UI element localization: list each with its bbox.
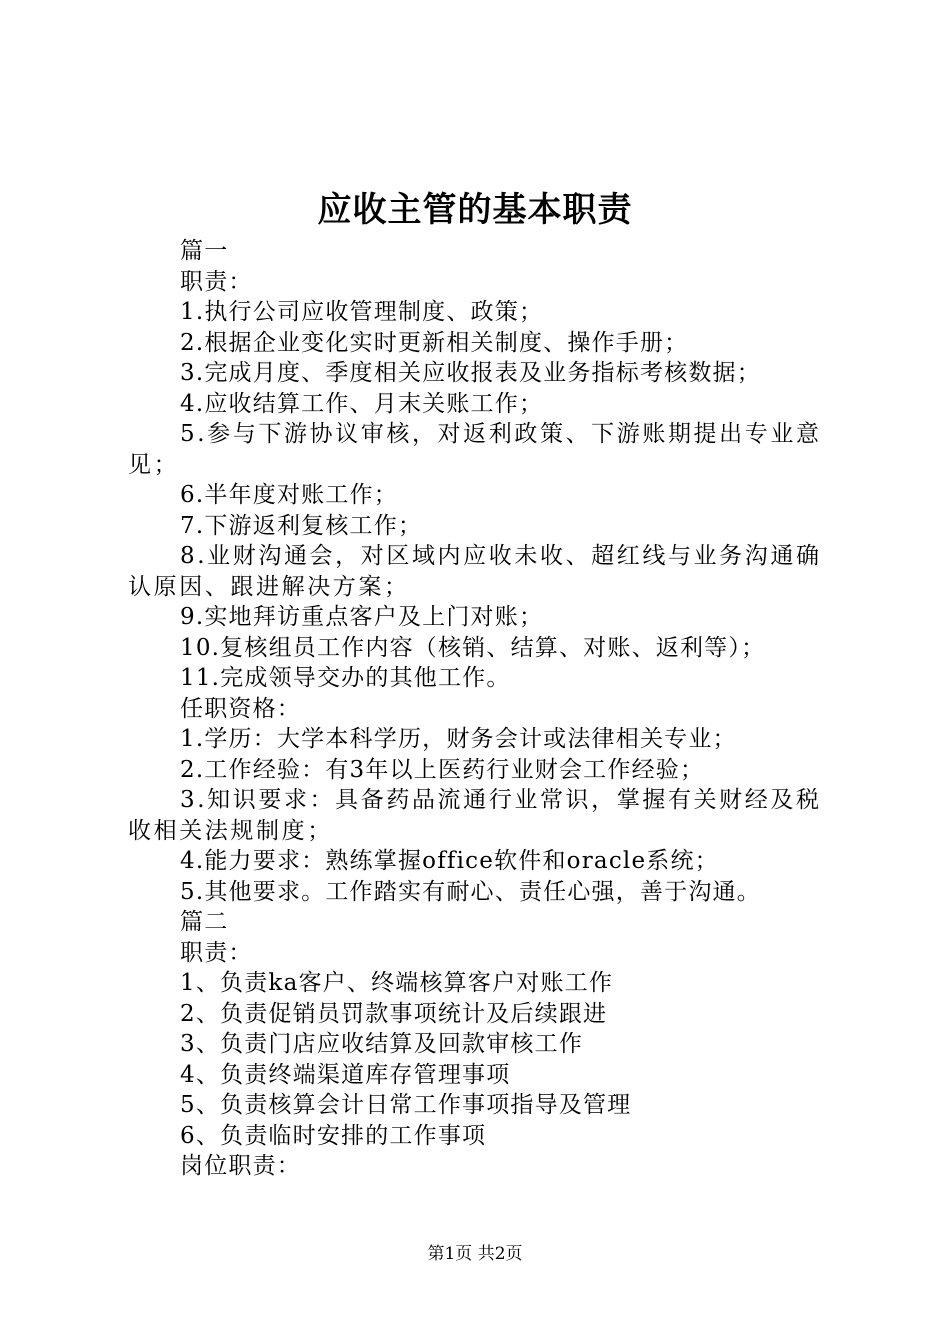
- list-item: 4.应收结算工作、月末关账工作；: [180, 390, 544, 417]
- list-item: 9.实地拜访重点客户及上门对账；: [180, 604, 544, 630]
- list-item: 10.复核组员工作内容（核销、结算、对账、返利等）；: [180, 634, 766, 661]
- list-item: 5.其他要求。工作踏实有耐心、责任心强，善于沟通。: [180, 878, 761, 905]
- document-body: [128, 236, 832, 1182]
- list-item: 6.半年度对账工作；: [180, 482, 398, 508]
- list-item: 5、负责核算会计日常工作事项指导及管理: [180, 1092, 632, 1118]
- list-item: 5.参与下游协议审核，对返利政策、下游账期提出专业意见；: [128, 421, 822, 478]
- list-item: 3.知识要求：具备药品流通行业常识，掌握有关财经及税收相关法规制度；: [128, 787, 822, 844]
- list-item: 1.执行公司应收管理制度、政策；: [180, 299, 544, 325]
- subheading: 职责：: [180, 939, 253, 966]
- list-item: 3、负责门店应收结算及回款审核工作: [180, 1031, 584, 1057]
- subheading: 岗位职责：: [180, 1153, 301, 1179]
- subheading: 职责：: [180, 268, 253, 295]
- list-item: 3.完成月度、季度相关应收报表及业务指标考核数据；: [180, 360, 761, 386]
- list-item: 1、负责ka客户、终端核算客户对账工作: [180, 970, 614, 996]
- list-item: 2、负责促销员罚款事项统计及后续跟进: [180, 1000, 608, 1027]
- list-item: 2.工作经验：有3年以上医药行业财会工作经验；: [180, 756, 705, 783]
- page-footer: 第1页 共2页: [427, 1244, 523, 1264]
- section-heading: 篇二: [180, 909, 229, 935]
- section-heading: 篇一: [180, 238, 229, 264]
- list-item: 2.根据企业变化实时更新相关制度、操作手册；: [180, 329, 689, 356]
- list-item: 8.业财沟通会，对区域内应收未收、超红线与业务沟通确认原因、跟进解决方案；: [128, 543, 822, 600]
- subheading: 任职资格：: [180, 695, 301, 722]
- list-item: 6、负责临时安排的工作事项: [180, 1122, 487, 1149]
- list-item: 4、负责终端渠道库存管理事项: [180, 1061, 511, 1088]
- list-item: 7.下游返利复核工作；: [180, 512, 423, 539]
- list-item: 4.能力要求：熟练掌握office软件和oracle系统；: [180, 848, 719, 874]
- list-item: 1.学历：大学本科学历，财务会计或法律相关专业；: [180, 726, 737, 752]
- document-title: 应收主管的基本职责: [317, 190, 633, 230]
- list-item: 11.完成领导交办的其他工作。: [180, 665, 511, 691]
